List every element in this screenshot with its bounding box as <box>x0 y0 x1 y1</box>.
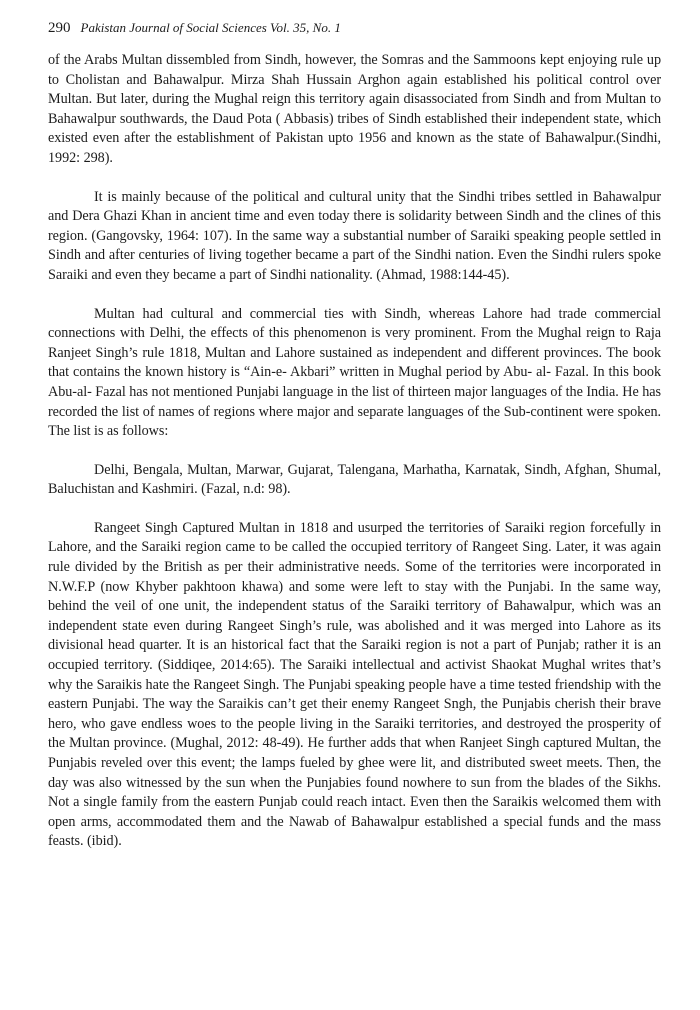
article-body <box>48 51 661 871</box>
language-list: Delhi, Bengala, Multan, Marwar, Gujarat, Talengana, Marhatha, Karnatak, Sindh, Afghan, Shumal, Baluchistan and Kashmiri. (Fazal, n.d: 98). <box>48 461 661 498</box>
page-number: 290 <box>48 20 71 36</box>
paragraph: of the Arabs Multan dissembled from Sindh, however, the Somras and the Sammoons kept enjoying rule up to Cholistan and Bahawalpur. Mirza Shah Hussain Arghon again established his political control over Multan. But later, during the Mughal reign this territory again disassociated from Sindh and from Multan to Bahawalpur southwards, the Daud Pota ( Abbasis) tribes of Sindh established their independent state, which existed even after the establishment of Pakistan upto 1956 and known as the state of Bahawalpur.(Sindhi, 1992: 298). <box>48 52 661 166</box>
journal-title: Pakistan Journal of Social Sciences Vol. 35, No. 1 <box>80 20 341 35</box>
running-header <box>48 20 668 40</box>
paragraph: Multan had cultural and commercial ties with Sindh, whereas Lahore had trade commercial connections with Delhi, the effects of this phenomenon is very prominent. From the Mughal reign to Raja Ranjeet Singh’s rule 1818, Multan and Lahore sustained as independent and different provinces. The book that contains the known history is “Ain-e- Akbari” written in Mughal period by Abu- al- Fazal. In this book Abu-al- Fazal has not mentioned Punjabi language in the list of thirteen major languages of the India. He has recorded the list of names of regions where major and separate languages of the Sub-continent were spoken. The list is as follows: <box>48 305 661 440</box>
paragraph: Rangeet Singh Captured Multan in 1818 and usurped the territories of Saraiki region forcefully in Lahore, and the Saraiki region came to be called the occupied territory of Rangeet Sing. Later, it was again rule divided by the British as per their administrative needs. Some of the territories were incorporated in N.W.F.P (now Khyber pakhtoon khawa) and some were left to stay with the Punjabi. In the same way, behind the veil of one unit, the independent status of the Saraiki territory of Bahawalpur, which was an independent state even during Rangeet Singh’s rule, was abolished and it was merged into Lahore as its divisional head quarter. It is an historical fact that the Saraiki region is not a part of Punjab; rather it is an occupied territory. (Siddiqee, 2014:65). The Saraiki intellectual and activist Shaokat Mughal writes that’s why the Saraikis hate the Rangeet Singh. The Punjabi speaking people have a time tested friendship with the eastern Punjabi. The way the Saraikis can’t get their enemy Rangeet Sngh, the Punjabis cherish their brave hero, who gave endless woes to the people living in the Saraiki territories, and destroyed the prosperity of the Multan province. (Mughal, 2012: 48-49). He further adds that when Ranjeet Singh captured Multan, the Punjabis reveled over this event; the lamps fueled by ghee were lit, and distributed sweet meets. Then, the day was also witnessed by the sun when the Punjabies found nowhere to sun from the blades of the Sikhs. Not a single family from the eastern Punjab could reach intact. Even then the Saraikis welcomed them with open arms, accommodated them and the Nawab of Bahawalpur established a special funds and the mass feasts. (ibid). <box>48 519 661 850</box>
paragraph: It is mainly because of the political and cultural unity that the Sindhi tribes settled in Bahawalpur and Dera Ghazi Khan in ancient time and even today there is solidarity between Sindh and the clines of this region. (Gangovsky, 1964: 107). In the same way a substantial number of Saraiki speaking people settled in Sindh and after centuries of living together became a part of the Sindhi nation. Even the Sindhi rulers spoke Saraiki and even they became a part of Sindhi nationality. (Ahmad, 1988:144-45). <box>48 188 661 283</box>
